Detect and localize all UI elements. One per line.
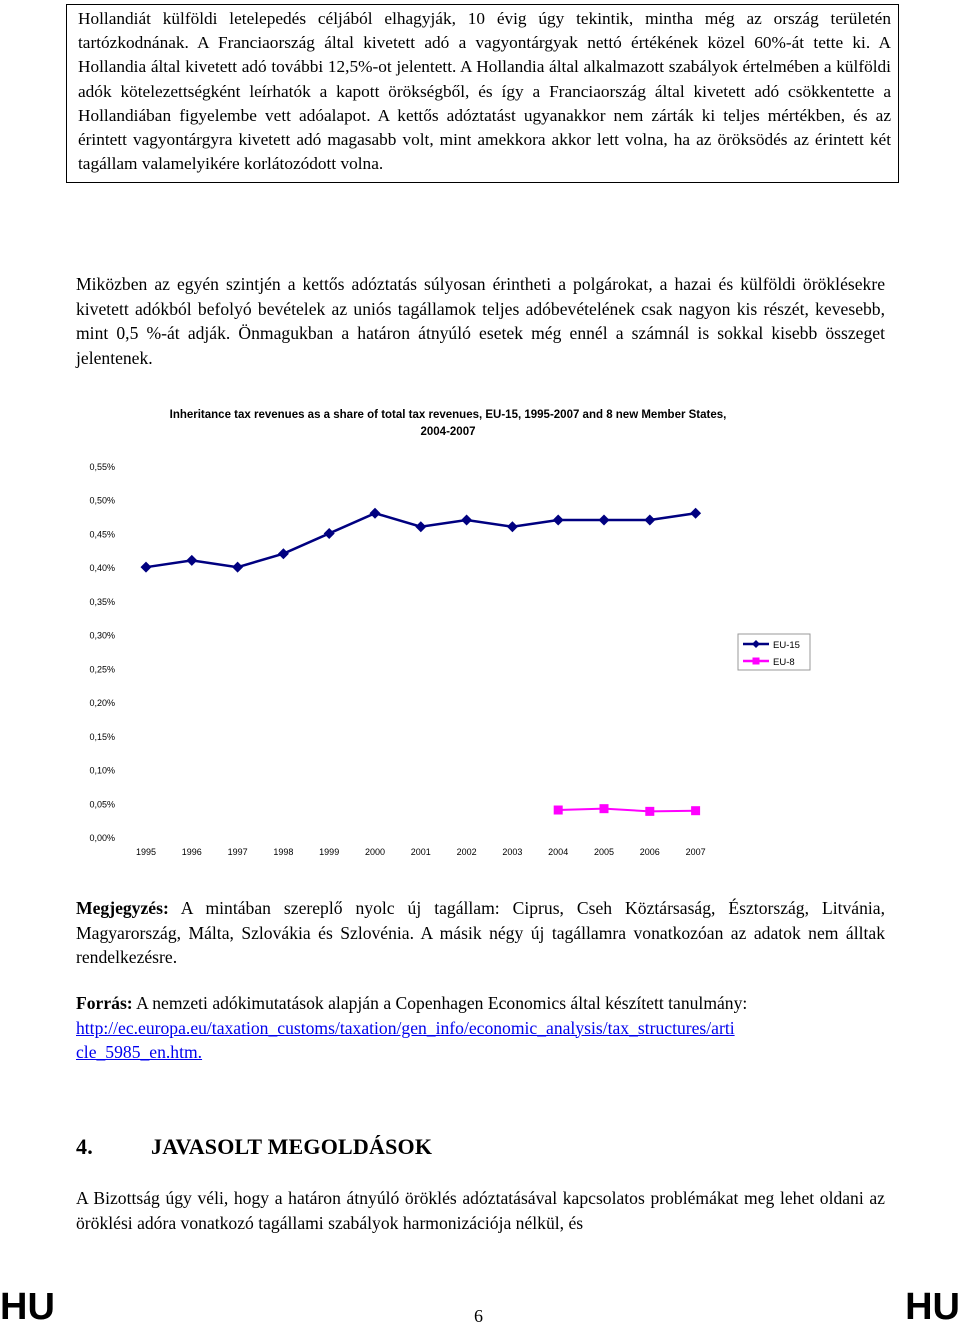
intro-paragraph: Miközben az egyén szintjén a kettős adóztatás súlyosan érintheti a polgárokat, a hazai és külföldi öröklésekre kivetett adókból befolyó bevételek az uniós tagállamok teljes adóbevételének csak nagyon kis részét, kevesebb, mint 0,5 %-át adják. Önmagukban a határon átnyúló esetek még ennél a számnál is sokkal kisebb összeget jelentenek. — [76, 274, 885, 368]
y-tick-label: 0,00% — [89, 833, 115, 843]
data-point-eu-8 — [600, 804, 609, 813]
source-paragraph — [76, 991, 885, 1065]
data-point-eu-15 — [232, 562, 243, 573]
y-tick-label: 0,10% — [89, 765, 115, 776]
data-point-eu-15 — [370, 508, 381, 519]
section-title: JAVASOLT MEGOLDÁSOK — [151, 1134, 433, 1159]
legend-marker-eu-8 — [753, 658, 760, 665]
x-tick-label: 2004 — [548, 847, 569, 857]
y-tick-label: 0,45% — [89, 529, 115, 540]
data-point-eu-15 — [553, 514, 564, 525]
data-point-eu-15 — [461, 514, 472, 525]
x-tick-label: 2001 — [410, 847, 431, 857]
x-tick-label: 2000 — [364, 847, 386, 857]
y-tick-label: 0,30% — [89, 630, 115, 641]
footer-language-left: HU — [0, 1286, 55, 1328]
chart-title-line-1: Inheritance tax revenues as a share of total tax revenues, EU-15, 1995-2007 and 8 new Member States, — [169, 409, 727, 421]
y-tick-label: 0,40% — [89, 563, 115, 574]
section-heading — [76, 1134, 432, 1160]
x-tick-label: 1999 — [319, 847, 340, 857]
chart-title-line-2: 2004-2007 — [420, 426, 476, 438]
y-tick-label: 0,25% — [89, 664, 115, 675]
data-point-eu-15 — [415, 521, 426, 532]
data-point-eu-8 — [645, 807, 654, 816]
inheritance-tax-chart — [0, 395, 960, 870]
y-tick-label: 0,35% — [89, 596, 115, 607]
legend-label-eu-8: EU-8 — [773, 657, 795, 668]
series-line-eu-8 — [558, 809, 695, 812]
x-tick-label: 1997 — [227, 847, 248, 857]
source-label: Forrás: — [76, 993, 133, 1013]
y-tick-label: 0,55% — [89, 462, 115, 472]
x-tick-label: 2002 — [456, 847, 477, 857]
boxed-example-text: Hollandiát külföldi letelepedés céljából elhagyják, 10 évig úgy tekintik, mintha még az ország területén tartózkodnának. A Franciaország által kivetett adó a vagyontárgyak nettó értékének közel 60%-át tette ki. A Hollandia által kivetett adó további 12,5%-ot jelentett. A Hollandia által alkalmazott szabályok értelmében a külföldi adók kötelezettségként leírhatók a kapott örökségből, és így a Franciaország által kivetett adó csökkentette a Hollandiában figyelembe vett adóalapot. A kettős adóztatást ugyanakkor nem zárták ki teljes mértékben, és az érintett vagyontárgyra kivetett adó magasabb volt, mint amekkora akkor lett volna, ha az öröksödés az érintett két tagállam valamelyikére korlátozódott volna. — [66, 4, 899, 183]
data-point-eu-15 — [690, 508, 701, 519]
data-point-eu-15 — [324, 528, 335, 539]
source-link-line-1[interactable]: http://ec.europa.eu/taxation_customs/taxation/gen_info/economic_analysis/tax_structures/arti — [76, 1017, 735, 1038]
data-point-eu-15 — [278, 548, 289, 559]
data-point-eu-15 — [507, 521, 518, 532]
data-point-eu-15 — [186, 555, 197, 566]
y-tick-label: 0,50% — [89, 495, 115, 506]
x-tick-label: 2007 — [685, 847, 706, 857]
note-paragraph — [76, 896, 885, 970]
data-point-eu-15 — [141, 562, 152, 573]
data-point-eu-15 — [644, 514, 655, 525]
y-tick-label: 0,05% — [89, 799, 115, 810]
section-number: 4. — [76, 1134, 93, 1159]
note-label: Megjegyzés: — [76, 898, 169, 918]
data-point-eu-15 — [599, 514, 610, 525]
x-tick-label: 1995 — [135, 847, 157, 857]
x-tick-label: 2006 — [639, 847, 660, 857]
source-text: A nemzeti adókimutatások alapján a Copenhagen Economics által készített tanulmány: — [132, 993, 748, 1013]
page-number: 6 — [474, 1306, 483, 1326]
y-tick-label: 0,20% — [89, 698, 115, 709]
data-point-eu-8 — [554, 806, 563, 815]
x-tick-label: 2005 — [593, 847, 615, 857]
footer-language-right: HU — [905, 1286, 960, 1328]
legend-label-eu-15: EU-15 — [773, 640, 800, 651]
x-tick-label: 2003 — [502, 847, 523, 857]
y-tick-label: 0,15% — [89, 731, 115, 742]
x-tick-label: 1996 — [181, 847, 202, 857]
x-tick-label: 1998 — [273, 847, 294, 857]
source-link-line-2[interactable]: cle_5985_en.htm. — [76, 1042, 203, 1063]
data-point-eu-8 — [691, 806, 700, 815]
note-text: A mintában szereplő nyolc új tagállam: Ciprus, Cseh Köztársaság, Észtország, Litvánia, Magyarország, Málta, Szlovákia és Szlovénia. A másik négy új tagállamra vonatkozóan az adatok nem álltak rendelkezésre. — [76, 898, 885, 968]
closing-paragraph: A Bizottság úgy véli, hogy a határon átnyúló öröklés adóztatásával kapcsolatos problémákat meg lehet oldani az öröklési adóra vonatkozó tagállami szabályok harmonizációja nélkül, és — [76, 1188, 885, 1233]
